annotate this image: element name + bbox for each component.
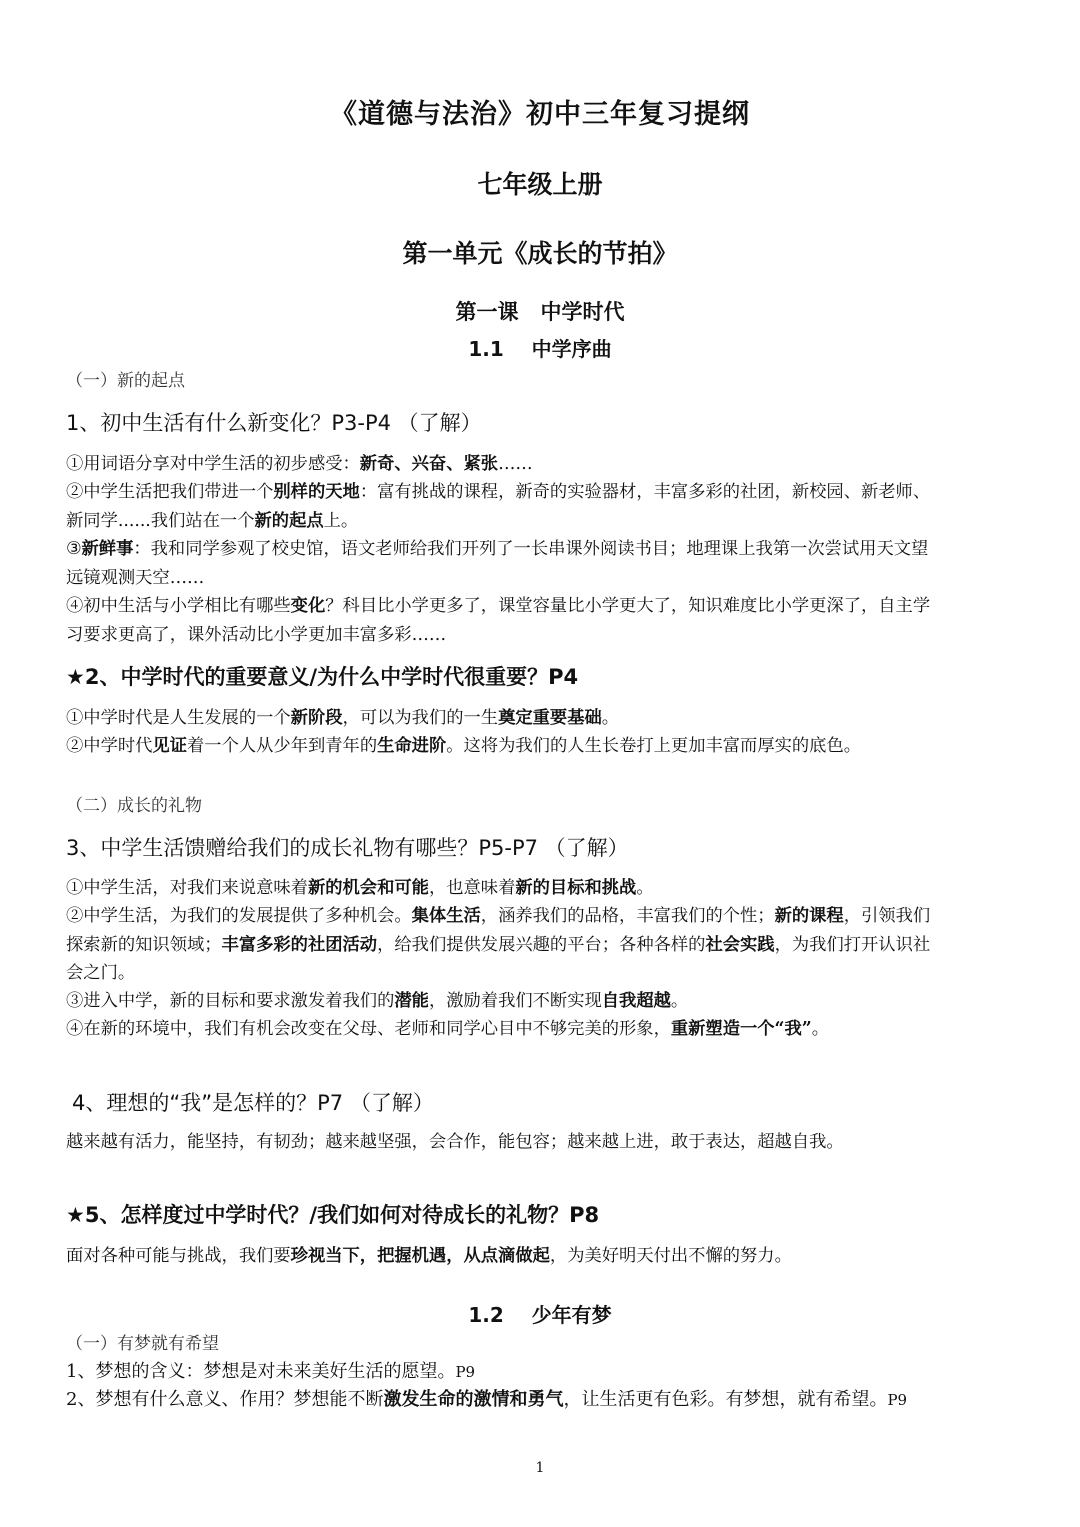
emphasis: 新鲜事 (81, 539, 134, 559)
text: ？科目比小学更多了，课堂容量比小学更大了，知识难度比小学更深了，自主学 (325, 596, 931, 616)
section-1-2-heading: 1.2 少年有梦 (468, 1303, 612, 1327)
emphasis: 丰富多彩的社团活动 (221, 934, 378, 955)
text: ，涵养我们的品格，丰富我们的个性； (480, 906, 775, 926)
emphasis: 别样的天地 (273, 482, 360, 502)
part-heading-dream-hope: （一）有梦就有希望 (66, 1334, 219, 1354)
text: ①中学时代是人生发展的一个 (66, 708, 291, 728)
text: ，为我们打开认识社 (774, 934, 931, 955)
text: ：我和同学参观了校史馆，语文老师给我们开列了一长串课外阅读书目；地理课上我第一次尝试用天文望 (133, 539, 929, 559)
q1-answer-4 (66, 592, 1021, 649)
page-ref: P9 (455, 1363, 476, 1381)
text: 。 (670, 991, 689, 1011)
unit-heading: 第一单元《成长的节拍》 (402, 239, 678, 268)
text: …… (498, 454, 533, 474)
text: ，引领我们 (843, 906, 931, 926)
emphasis: 新阶段 (290, 708, 343, 728)
text: 。 (601, 708, 620, 728)
q1-answer-1 (66, 450, 1021, 479)
text: 上。 (323, 510, 359, 531)
emphasis: 重新塑造一个“我” (670, 1019, 812, 1039)
q2-answer-1 (66, 704, 1021, 733)
text: 面对各种可能与挑战，我们要 (66, 1246, 291, 1266)
question-2: ★2、中学时代的重要意义/为什么中学时代很重要？P4 (66, 665, 579, 689)
text: 探索新的知识领域； (66, 934, 222, 955)
part-heading-new-start: （一）新的起点 (66, 371, 185, 391)
emphasis: 珍视当下，把握机遇，从点滴做起 (290, 1246, 550, 1266)
question-4: 4、理想的“我”是怎样的？P7 （了解） (72, 1091, 434, 1115)
text: ，给我们提供发展兴趣的平台；各种各样的 (377, 934, 706, 955)
dream-definition (66, 1357, 475, 1383)
emphasis: 生命进阶 (377, 736, 447, 756)
lesson-heading: 第一课 中学时代 (455, 299, 625, 324)
text: ②中学时代 (66, 736, 153, 756)
text: 新同学......我们站在一个 (66, 510, 255, 531)
emphasis: 潜能 (394, 991, 429, 1011)
text: 。这将为我们的人生长卷打上更加丰富而厚实的底色。 (446, 736, 862, 756)
text: 1、梦想的含义：梦想是对未来美好生活的愿望。 (66, 1361, 456, 1382)
emphasis: 新奇、兴奋、紧张 (359, 454, 499, 474)
text: ③ (66, 539, 82, 559)
text: 。 (811, 1019, 830, 1039)
emphasis: 集体生活 (411, 906, 481, 926)
q3-answer-3 (66, 987, 1021, 1016)
section-1-1-heading: 1.1 中学序曲 (468, 337, 612, 361)
text: ，为美好明天付出不懈的努力。 (549, 1246, 792, 1266)
q1-answer-2 (66, 478, 1021, 535)
grade-heading: 七年级上册 (477, 170, 603, 199)
q3-answer-1 (66, 874, 1021, 903)
text: ④初中生活与小学相比有哪些 (66, 596, 291, 616)
q1-answer-3 (66, 535, 1021, 592)
text: 2、梦想有什么意义、作用？梦想能不断 (66, 1389, 384, 1410)
text: ③进入中学，新的目标和要求激发着我们的 (66, 991, 395, 1011)
text: ，也意味着 (428, 878, 516, 898)
text: ，让生活更有色彩。有梦想，就有希望。 (563, 1389, 888, 1410)
text: 会之门。 (66, 963, 136, 983)
emphasis: 奠定重要基础 (498, 708, 602, 728)
emphasis: 变化 (290, 596, 326, 616)
page-number: 1 (535, 1460, 545, 1476)
question-3: 3、中学生活馈赠给我们的成长礼物有哪些？P5-P7 （了解） (66, 836, 629, 860)
text: ②中学生活把我们带进一个 (66, 482, 274, 502)
text: 。 (636, 878, 654, 898)
emphasis: 新的课程 (774, 906, 844, 926)
document-title: 《道德与法治》初中三年复习提纲 (330, 99, 750, 130)
emphasis: 新的机会和可能 (307, 878, 429, 898)
part-heading-growth-gift: （二）成长的礼物 (66, 796, 202, 816)
text: ，激励着我们不断实现 (428, 991, 602, 1011)
text: ②中学生活，为我们的发展提供了多种机会。 (66, 906, 412, 926)
text: 着一个人从少年到青年的 (187, 736, 378, 756)
text: ④在新的环境中，我们有机会改变在父母、老师和同学心目中不够完美的形象， (66, 1019, 671, 1039)
emphasis: 自我超越 (601, 991, 671, 1011)
text: ，可以为我们的一生 (342, 708, 499, 728)
text: 远镜观测天空…… (66, 567, 205, 588)
text: ①中学生活，对我们来说意味着 (66, 878, 308, 898)
q4-answer: 越来越有活力，能坚持，有韧劲；越来越坚强，会合作，能包容；越来越上进，敢于表达，超越自我。 (66, 1132, 844, 1152)
text: ：富有挑战的课程，新奇的实验器材，丰富多彩的社团，新校园、新老师、 (359, 482, 931, 502)
emphasis: 社会实践 (705, 934, 775, 955)
q2-answer-2 (66, 732, 1021, 761)
q5-answer (66, 1242, 1021, 1271)
emphasis: 新的目标和挑战 (515, 878, 637, 898)
question-1: 1、初中生活有什么新变化？P3-P4 （了解） (66, 411, 482, 435)
emphasis: 见证 (152, 736, 187, 756)
q3-answer-4 (66, 1015, 1021, 1044)
text: ①用词语分享对中学生活的初步感受： (66, 454, 360, 474)
text: 习要求更高了，课外活动比小学更加丰富多彩…… (66, 624, 447, 645)
question-5: ★5、怎样度过中学时代？/我们如何对待成长的礼物？P8 (66, 1203, 600, 1227)
page-ref: P9 (887, 1391, 908, 1409)
q3-answer-2 (66, 902, 1021, 988)
emphasis: 激发生命的激情和勇气 (383, 1389, 564, 1410)
dream-significance (66, 1385, 907, 1411)
emphasis: 新的起点 (254, 510, 324, 531)
